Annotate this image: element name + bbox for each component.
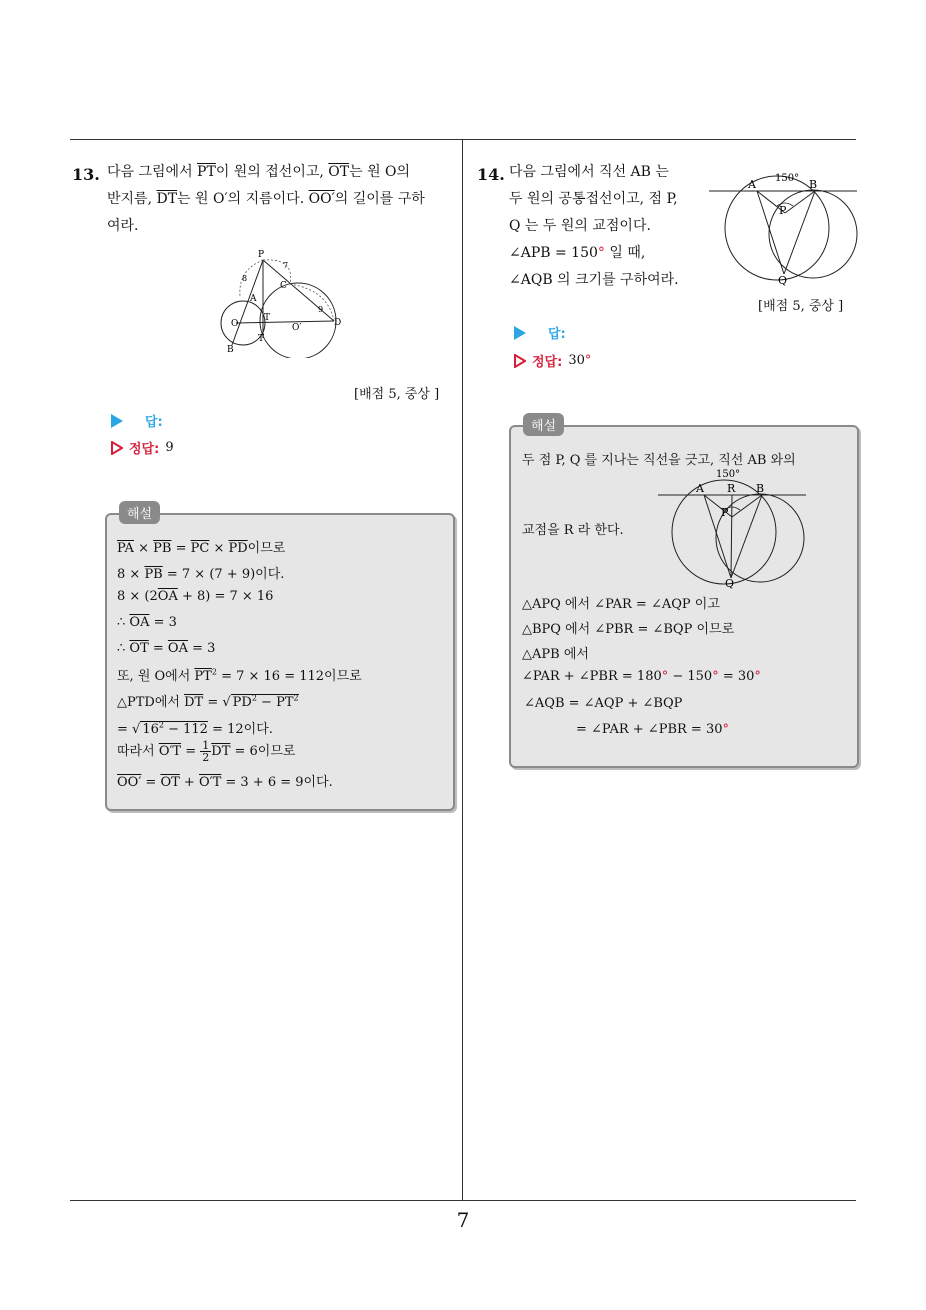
label-a: A — [748, 178, 756, 191]
label-150: 150° — [775, 173, 800, 184]
q13-correct-value: 9 — [165, 440, 174, 455]
label-8: 8 — [242, 274, 248, 283]
q13-sol-line1: $\overline{PA} \times \overline{PB} = \overline{PC} \times \overline{PD}$이므로 — [117, 541, 286, 556]
label-p: P — [721, 506, 729, 519]
segment-pt: $\overline{PT}$ — [197, 164, 216, 180]
label-7: 7 — [283, 261, 289, 270]
q14-number: 14. — [477, 165, 505, 184]
segment-ot: $\overline{OT}$ — [328, 164, 350, 180]
q13-sol-line2: $8 \times \overline{PB} = 7 \times (7 + 9)$이다. — [117, 567, 285, 582]
degree-mark: ° — [597, 245, 605, 261]
q14-line5: ∠AQB 의 크기를 구하여라. — [509, 272, 679, 288]
q13-line3: 여라. — [107, 218, 139, 234]
label-b: B — [809, 178, 818, 191]
label-b: B — [756, 482, 765, 495]
q14-sol-line3: △APQ 에서 ∠PAR = ∠AQP 이고 — [522, 597, 720, 612]
q13-answer-label: 답: — [145, 415, 163, 430]
q14-sol-line7: ∠AQB = ∠AQP + ∠BQP — [524, 696, 683, 711]
label-q: Q — [778, 274, 788, 286]
q14-correct-row — [514, 351, 591, 370]
q13-line2 — [107, 186, 457, 213]
label-a: A — [250, 294, 257, 304]
q13-sol-line3: $8 \times (2\overline{OA} + 8) = 7 \times 16$ — [117, 589, 274, 604]
label-9: 9 — [318, 305, 324, 314]
line-rq — [731, 495, 732, 578]
q14-question — [509, 159, 699, 294]
q14-sol-line2: 교점을 R 라 한다. — [522, 523, 624, 538]
play-icon — [111, 414, 123, 428]
q13-answer-row — [111, 411, 163, 430]
q14-correct-label: 정답: — [532, 355, 563, 370]
q13-number: 13. — [72, 165, 100, 184]
q14-text: ∠APB = 150 — [509, 245, 598, 261]
q13-sol-line7: △PTD에서 $\overline{DT}$ = √ $PD^2 - \overline{PT}^2$ — [117, 693, 299, 710]
q13-score: [배점 5, 중상 ] — [354, 387, 440, 402]
label-p: P — [258, 250, 265, 260]
q14-solution-figure — [656, 464, 808, 590]
q13-sol-line10: $OO' = \overline{OT} + O'T = 3 + 6 = 9$이다. — [117, 775, 333, 790]
label-t-top: T — [264, 313, 271, 323]
q14-line4 — [509, 240, 699, 267]
q13-solution-box — [105, 513, 455, 811]
bottom-rule — [70, 1200, 856, 1201]
column-divider — [462, 139, 463, 1201]
q14-sol-line5: △APB 에서 — [522, 647, 589, 662]
q13-sol-line9: 따라서 O′T = $\frac{1}{2}$ $\overline{DT} = 6$이므로 — [117, 739, 296, 764]
line-pb — [232, 260, 263, 345]
play-outline-icon — [514, 354, 526, 368]
q14-line3: Q 는 두 원의 교점이다. — [509, 218, 651, 234]
segment-oo: OO′ — [308, 191, 335, 207]
q13-question — [107, 159, 457, 240]
q14-sol-line4: △BPQ 에서 ∠PBR = ∠BQP 이므로 — [522, 622, 735, 637]
q14-solution-tag: 해설 — [523, 413, 564, 436]
q14-sol-line8: = ∠PAR + ∠PBR = 30° — [576, 722, 729, 737]
q13-sol-line5: ∴ $\overline{OT} = \overline{OA} = 3$ — [117, 641, 216, 656]
q13-text: 의 길이를 구하 — [334, 191, 425, 207]
label-t: T — [258, 334, 265, 344]
q13-figure — [210, 248, 360, 358]
q14-correct-value: 30° — [568, 353, 592, 368]
q13-text: 반지름, — [107, 191, 157, 207]
label-p: P — [779, 204, 787, 217]
q14-sol-line6: ∠PAR + ∠PBR = 180° − 150° = 30° — [522, 669, 761, 684]
q13-line1 — [107, 159, 457, 186]
q14-score: [배점 5, 중상 ] — [758, 299, 844, 314]
play-outline-icon — [111, 441, 123, 455]
label-o: O — [231, 319, 239, 329]
circle-o-prime — [260, 283, 336, 358]
label-o-prime: O′ — [292, 323, 302, 333]
line-pd — [263, 260, 334, 321]
q14-text: 일 때, — [604, 245, 646, 261]
q13-sol-line8: = √ $16^2 - 112 = 12$이다. — [117, 720, 273, 737]
q13-sol-line6: 또, 원 O에서 $\overline{PT}^2 = 7 \times 16 = 112$이므로 — [117, 667, 362, 684]
q13-text: 이 원의 접선이고, — [215, 164, 329, 180]
q13-correct-row — [111, 438, 174, 457]
q14-figure — [707, 168, 859, 286]
label-a: A — [696, 482, 704, 495]
play-icon — [514, 326, 526, 340]
q13-sol-line4: ∴ $\overline{OA} = 3$ — [117, 615, 177, 630]
label-d: D — [334, 318, 342, 328]
label-q: Q — [725, 577, 735, 590]
q14-answer-label: 답: — [548, 327, 566, 342]
q13-text: 다음 그림에서 — [107, 164, 198, 180]
label-r: R — [727, 482, 736, 495]
label-c: C — [280, 281, 287, 291]
q13-correct-label: 정답: — [129, 442, 160, 457]
label-b: B — [227, 345, 234, 355]
q14-answer-row — [514, 323, 566, 342]
segment-dt: $\overline{DT}$ — [156, 191, 178, 207]
q13-text: 는 원 O의 — [349, 164, 411, 180]
q14-sol-line1: 두 점 P, Q 를 지나는 직선을 긋고, 직선 AB 와의 — [522, 453, 796, 468]
q13-solution-tag: 해설 — [119, 501, 160, 524]
q14-line2: 두 원의 공통접선이고, 점 P, — [509, 191, 678, 207]
top-rule — [70, 139, 856, 140]
label-150: 150° — [716, 469, 741, 480]
q14-line1: 다음 그림에서 직선 AB 는 — [509, 164, 669, 180]
line-od — [236, 321, 334, 323]
q13-text: 는 원 O′의 지름이다. — [177, 191, 309, 207]
page-number: 7 — [456, 1208, 470, 1232]
